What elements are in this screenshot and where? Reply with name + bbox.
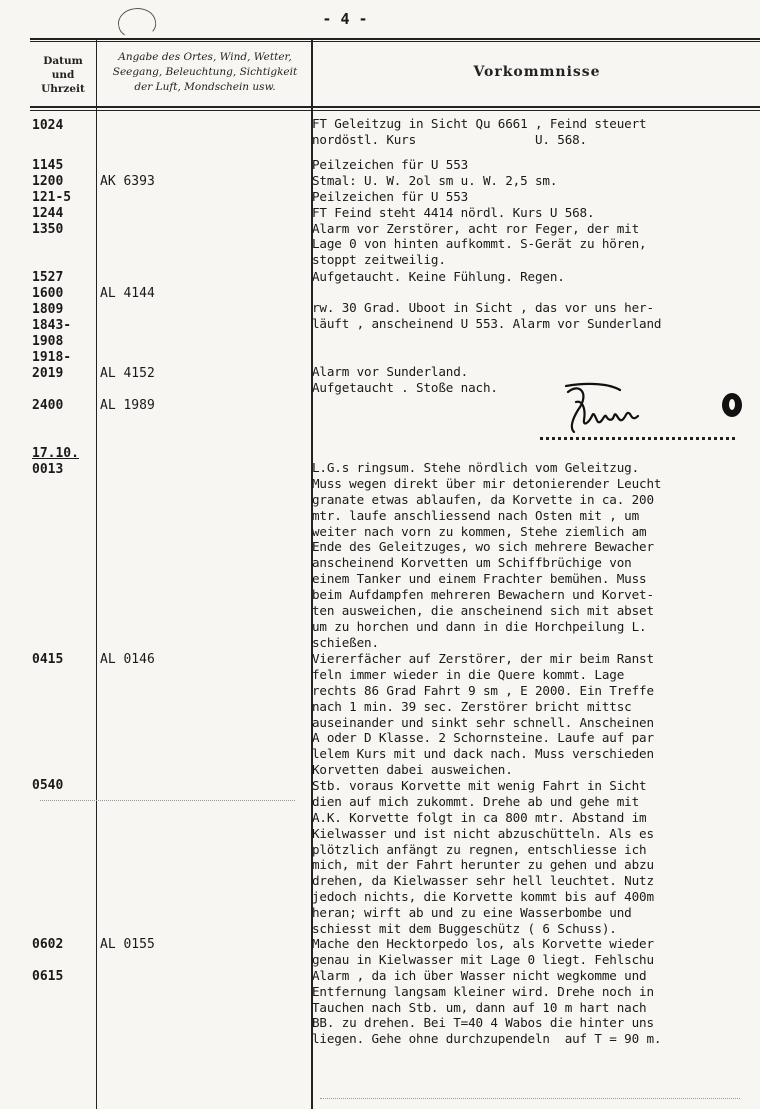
log-time: 0540: [32, 778, 64, 793]
event-line: einem Tanker und einem Frachter bemühen. Muss: [312, 571, 647, 587]
log-time: 1350: [32, 222, 64, 237]
header-bottom-rule-inner: [30, 110, 760, 111]
event-line: Korvetten dabei ausweichen.: [312, 762, 513, 778]
event-entry: [312, 364, 498, 396]
event-line: rechts 86 Grad Fahrt 9 sm , E 2000. Ein Treffe: [312, 682, 654, 698]
event-line: Stmal: U. W. 2ol sm u. W. 2,5 sm.: [312, 172, 558, 188]
log-time: 1024: [32, 118, 64, 133]
event-line: nordöstl. Kurs U. 568.: [312, 131, 587, 147]
event-line: anscheinend Korvetten um Schiffbrüchige von: [312, 555, 632, 571]
event-line: um zu horchen und dann in die Horchpeilung L.: [312, 618, 647, 634]
log-time: 2019: [32, 366, 64, 381]
handwritten-signature: [560, 380, 650, 440]
event-line: liegen. Gehe ohne durchzupendeln auf T = 90 m.: [312, 1031, 662, 1047]
log-time: 121-5: [32, 190, 72, 205]
log-time: 1918-: [32, 350, 72, 365]
event-line: nach 1 min. 39 sec. Zerstörer bricht mittsc: [312, 698, 632, 714]
event-line: Kielwasser und ist nicht abzuschütteln. Als es: [312, 825, 654, 841]
event-line: Mache den Hecktorpedo los, als Korvette wieder: [312, 936, 654, 951]
log-time: 1908: [32, 334, 64, 349]
event-entry: [312, 936, 661, 1047]
page-number: - 4 -: [322, 10, 368, 28]
event-line: mich, mit der Fahrt herunter zu gehen und abzu: [312, 857, 654, 873]
log-time: 0615: [32, 969, 64, 984]
event-line: granate etwas ablaufen, da Korvette in ca. 200: [312, 491, 654, 507]
table-top-rule: [30, 38, 760, 40]
log-time: 1600: [32, 286, 64, 301]
event-line: weiter nach vorn zu kommen, Stehe ziemlich am: [312, 523, 647, 539]
column-divider-1: [96, 40, 97, 1109]
event-line: Lage 0 von hinten aufkommt. S-Gerät zu hören,: [312, 236, 647, 252]
grid-position: AL 4152: [100, 366, 155, 381]
event-line: heran; wirft ab und zu eine Wasserbombe und: [312, 905, 632, 921]
event-line: Entfernung langsam kleiner wird. Drehe noch in: [312, 983, 654, 999]
event-line: feln immer wieder in die Quere kommt. Lage: [312, 666, 625, 682]
event-line: ten ausweichen, die anscheinend sich mit abset: [312, 603, 654, 619]
event-line: jedoch nichts, die Korvette kommt bis auf 400m: [312, 889, 654, 905]
dotted-guide: [320, 1098, 740, 1099]
event-line: plötzlich anfängt zu regnen, entschliesse ich: [312, 841, 647, 857]
event-line: Aufgetaucht . Stoße nach.: [312, 379, 498, 395]
event-line: BB. zu drehen. Bei T=40 4 Wabos die hinter uns: [312, 1015, 654, 1031]
dotted-guide: [40, 800, 295, 801]
header-location-weather: Angabe des Ortes, Wind, Wetter, Seegang, Beleuchtung, Sichtigkeit der Luft, Mondschein usw.: [112, 51, 298, 93]
event-line: beim Aufdampfen mehreren Bewachern und Korvet-: [312, 587, 654, 603]
log-time: 1244: [32, 206, 64, 221]
event-line: A oder D Klasse. 2 Schornsteine. Laufe auf par: [312, 730, 654, 746]
event-line: rw. 30 Grad. Uboot in Sicht , das vor uns her-: [312, 300, 654, 315]
event-line: Tauchen nach Stb. um, dann auf 10 m hart nach: [312, 999, 647, 1015]
event-entry: [312, 651, 654, 778]
log-time: 1200: [32, 174, 64, 189]
grid-position: AK 6393: [100, 174, 155, 189]
grid-position: AL 1989: [100, 398, 155, 413]
log-time: 0013: [32, 462, 64, 477]
grid-position: AL 0155: [100, 937, 155, 952]
event-line: lelem Kurs mit und dack nach. Muss verschieden: [312, 746, 654, 762]
log-time: 0602: [32, 937, 64, 952]
event-line: mtr. laufe anschliessend nach Osten mit , um: [312, 507, 640, 523]
event-line: FT Feind steht 4414 nördl. Kurs U 568.: [312, 204, 595, 220]
log-time: 2400: [32, 398, 64, 413]
event-line: FT Geleitzug in Sicht Qu 6661 , Feind steuert: [312, 116, 647, 131]
event-line: A.K. Korvette folgt in ca 800 mtr. Abstand im: [312, 809, 647, 825]
event-line: Stb. voraus Korvette mit wenig Fahrt in Sicht: [312, 778, 647, 793]
log-time: 1145: [32, 158, 64, 173]
event-line: Alarm , da ich über Wasser nicht wegkomme und: [312, 967, 647, 983]
stamp-mark: [722, 393, 742, 417]
punch-hole-mark: [116, 6, 158, 41]
log-time: 0415: [32, 652, 64, 667]
header-bottom-rule: [30, 106, 760, 108]
log-time: 1527: [32, 270, 64, 285]
table-top-rule-inner: [30, 41, 760, 42]
event-line: drehen, da Kielwasser sehr hell leuchtet. Nutz: [312, 873, 654, 889]
grid-position: AL 4144: [100, 286, 155, 301]
event-line: Muss wegen direkt über mir detonierender Leucht: [312, 475, 662, 491]
event-line: auseinander und sinkt sehr schnell. Anscheinen: [312, 714, 654, 730]
grid-position: AL 0146: [100, 652, 155, 667]
event-line: stoppt zeitweilig.: [312, 252, 446, 268]
log-time: 1843-: [32, 318, 72, 333]
event-entry: [312, 157, 646, 268]
event-line: L.G.s ringsum. Stehe nördlich vom Geleitzug.: [312, 460, 640, 475]
event-line: Viererfächer auf Zerstörer, der mir beim Ranst: [312, 651, 654, 666]
event-entry: [312, 300, 661, 332]
event-line: Peilzeichen für U 553: [312, 188, 469, 204]
event-line: dien auf mich zukommt. Drehe ab und gehe mit: [312, 793, 640, 809]
event-line: Peilzeichen für U 553: [312, 157, 469, 172]
event-line: Alarm vor Zerstörer, acht ror Feger, der mit: [312, 220, 640, 236]
signature-dotted-line: [540, 437, 735, 440]
event-line: schiesst mit dem Buggeschütz ( 6 Schuss).: [312, 921, 617, 937]
log-time: 1809: [32, 302, 64, 317]
event-entry: [312, 269, 565, 285]
event-line: Aufgetaucht. Keine Fühlung. Regen.: [312, 269, 565, 284]
event-entry: [312, 778, 654, 937]
event-entry: [312, 460, 661, 651]
event-line: läuft , anscheinend U 553. Alarm vor Sunderland: [312, 315, 662, 331]
header-events: Vorkommnisse: [473, 64, 601, 80]
event-line: genau in Kielwasser mit Lage 0 liegt. Fehlschu: [312, 951, 654, 967]
event-line: Ende des Geleitzuges, wo sich mehrere Bewacher: [312, 539, 654, 555]
event-entry: [312, 116, 646, 148]
header-date-time: Datum und Uhrzeit: [41, 55, 85, 95]
log-time: 17.10.: [32, 446, 79, 461]
event-line: Alarm vor Sunderland.: [312, 364, 469, 379]
event-line: schießen.: [312, 634, 379, 650]
